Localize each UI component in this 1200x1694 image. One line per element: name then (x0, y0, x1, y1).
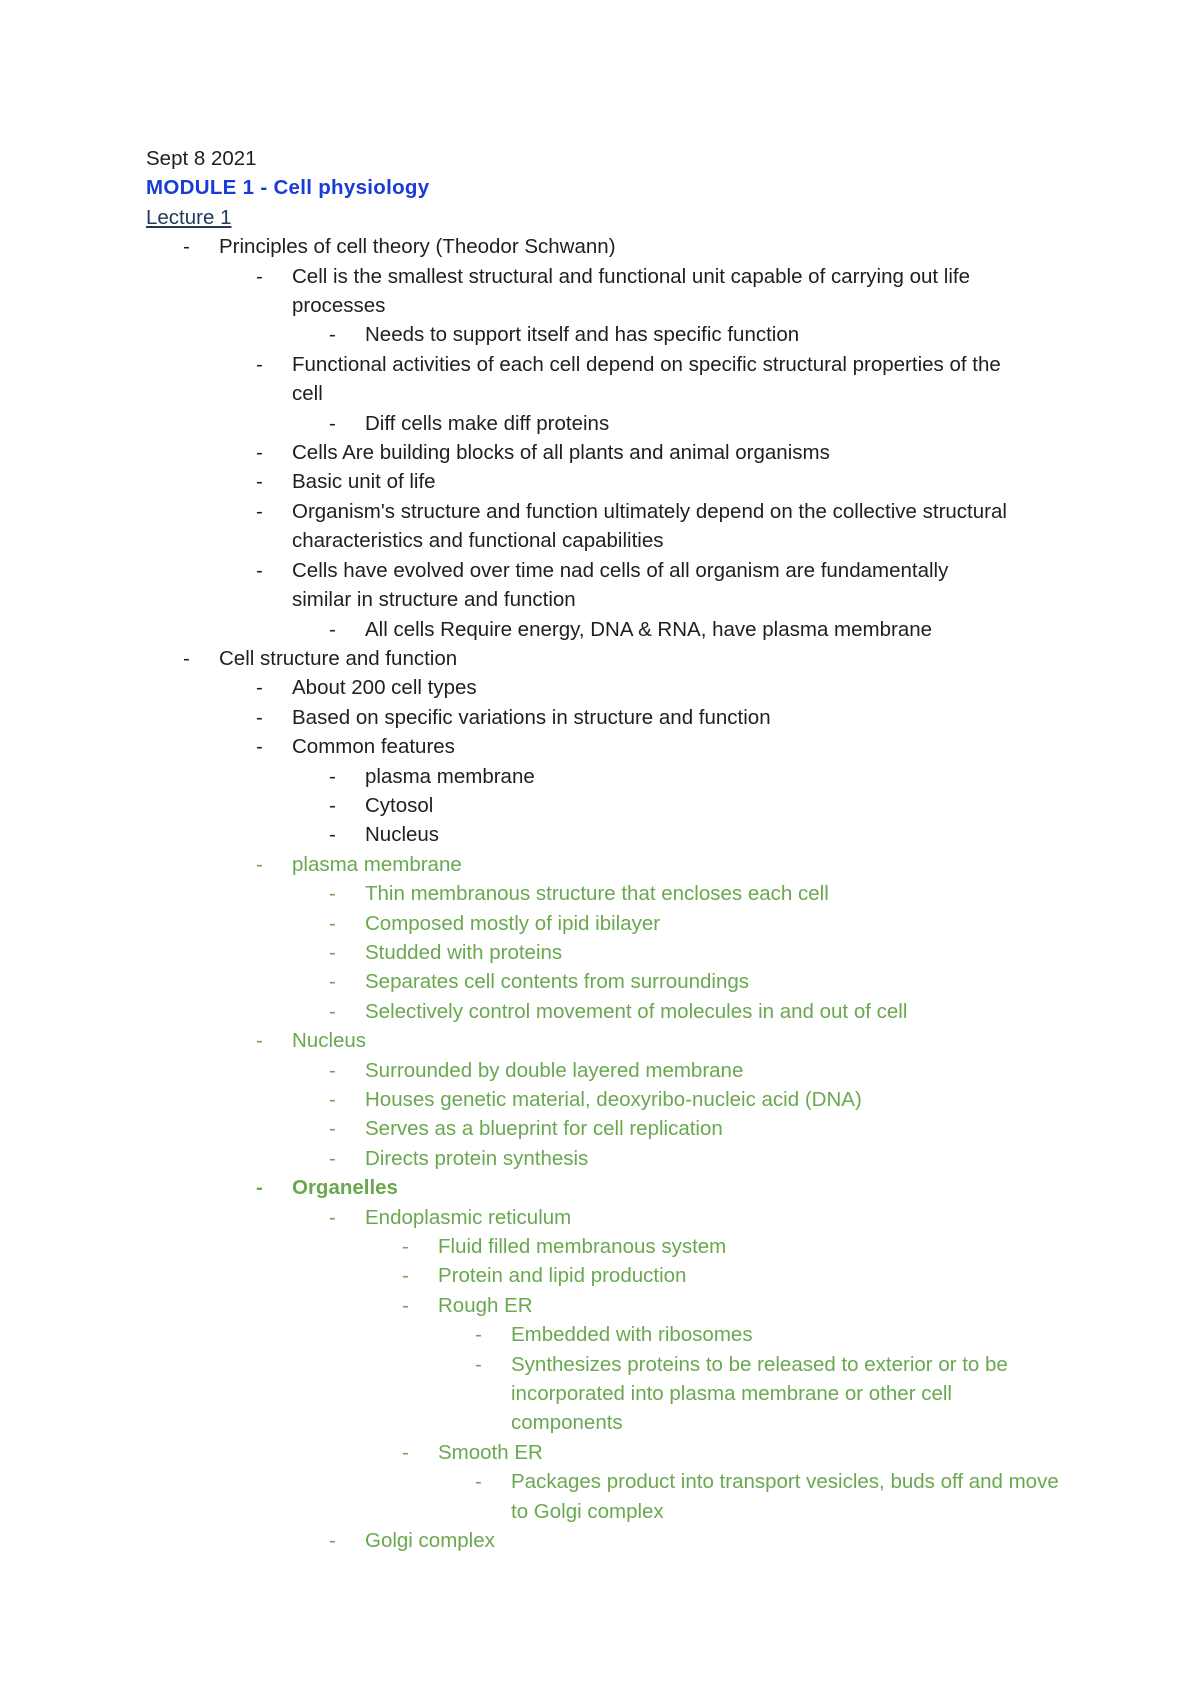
list-item-text: plasma membrane (365, 764, 535, 788)
list-item (146, 909, 1066, 938)
list-item-text: Organelles (292, 1176, 398, 1200)
list-item (146, 673, 1066, 702)
list-item (146, 879, 1066, 908)
note-date: Sept 8 2021 (146, 147, 257, 170)
list-item-text: Cells have evolved over time nad cells of all organism are fundamentally similar in structure and function (292, 558, 949, 612)
list-item-text: Principles of cell theory (Theodor Schwann) (219, 235, 616, 259)
bullet-dash: - (475, 1323, 482, 1347)
bullet-dash: - (329, 1058, 336, 1082)
module-title: MODULE 1 - Cell physiology (146, 176, 430, 200)
list-item-text: Directs protein synthesis (365, 1146, 589, 1170)
list-item-text: Cytosol (365, 793, 434, 817)
bullet-dash: - (329, 617, 336, 641)
list-item-text: Houses genetic material, deoxyribo-nucleic acid (DNA) (365, 1088, 862, 1111)
list-item (146, 820, 1066, 849)
list-item (146, 615, 1066, 644)
bullet-dash: - (256, 735, 263, 759)
list-item-text: Nucleus (292, 1029, 367, 1053)
list-item (146, 791, 1066, 820)
list-item (146, 967, 1066, 996)
list-item (146, 1203, 1066, 1232)
bullet-dash: - (329, 1205, 336, 1229)
bullet-dash: - (402, 1293, 409, 1317)
bullet-dash: - (475, 1470, 482, 1494)
bullet-dash: - (329, 764, 336, 788)
bullet-dash: - (329, 882, 336, 906)
list-item-text: Basic unit of life (292, 470, 436, 494)
list-item (146, 1114, 1066, 1143)
bullet-dash: - (256, 852, 263, 876)
list-item (146, 1085, 1066, 1114)
list-item-text: Packages product into transport vesicles, buds off and move to Golgi complex (511, 1470, 1059, 1523)
list-item-text: Needs to support itself and has specific function (365, 323, 800, 347)
bullet-dash: - (329, 823, 336, 847)
list-item (146, 850, 1066, 879)
list-item-text: Based on specific variations in structure and function (292, 705, 771, 729)
list-item (146, 232, 1066, 261)
list-item-text: Serves as a blueprint for cell replication (365, 1117, 723, 1141)
document-content (146, 144, 1066, 1556)
list-item (146, 467, 1066, 496)
bullet-dash: - (256, 470, 263, 494)
list-item (146, 997, 1066, 1026)
list-item-text: Embedded with ribosomes (511, 1323, 753, 1347)
list-item (146, 1350, 1066, 1438)
bullet-dash: - (256, 705, 263, 729)
bullet-dash: - (329, 411, 336, 435)
list-item (146, 497, 1066, 556)
bullet-dash: - (402, 1440, 409, 1464)
bullet-dash: - (183, 235, 190, 259)
list-item (146, 1232, 1066, 1261)
list-item-text: Separates cell contents from surroundings (365, 970, 750, 994)
bullet-dash: - (329, 1146, 336, 1170)
list-item-text: Endoplasmic reticulum (365, 1205, 572, 1229)
list-item (146, 1026, 1066, 1055)
list-item-text: Protein and lipid production (438, 1264, 687, 1288)
list-item (146, 1467, 1066, 1526)
list-item-text: Rough ER (438, 1293, 533, 1317)
list-item-text: Cell is the smallest structural and functional unit capable of carrying out life processes (292, 264, 970, 318)
list-item (146, 1526, 1066, 1555)
bullet-dash: - (329, 1117, 336, 1141)
list-item-text: About 200 cell types (292, 676, 477, 700)
list-item-text: Fluid filled membranous system (438, 1235, 727, 1259)
list-item (146, 1261, 1066, 1290)
list-item-text: Golgi complex (365, 1529, 495, 1553)
list-item-text: Thin membranous structure that encloses each cell (365, 882, 829, 906)
list-item (146, 1173, 1066, 1202)
bullet-dash: - (256, 499, 263, 523)
bullet-dash: - (256, 352, 263, 376)
list-item-text: All cells Require energy, DNA & RNA, have plasma membrane (365, 617, 933, 641)
list-item (146, 1144, 1066, 1173)
list-item-text: Synthesizes proteins to be released to exterior or to be incorporated into plasma membrane or other cell components (511, 1352, 1008, 1435)
bullet-dash: - (329, 793, 336, 817)
list-item-text: Common features (292, 735, 455, 759)
bullet-dash: - (329, 911, 336, 935)
list-item-text: Smooth ER (438, 1440, 543, 1464)
bullet-dash: - (329, 1529, 336, 1553)
list-item (146, 320, 1066, 349)
list-item (146, 409, 1066, 438)
list-item-text: Surrounded by double layered membrane (365, 1058, 744, 1082)
list-item (146, 556, 1066, 615)
list-item-text: Cells Are building blocks of all plants and animal organisms (292, 441, 830, 465)
list-item (146, 938, 1066, 967)
bullet-dash: - (329, 999, 336, 1023)
bullet-dash: - (183, 646, 190, 670)
bullet-dash: - (256, 558, 263, 582)
list-item (146, 1291, 1066, 1320)
bullet-dash: - (329, 970, 336, 994)
bullet-dash: - (256, 1029, 263, 1053)
notes-list (146, 232, 1066, 1555)
bullet-dash: - (329, 1088, 336, 1111)
bullet-dash: - (475, 1352, 482, 1376)
list-item-text: Composed mostly of ipid ibilayer (365, 911, 661, 935)
list-item (146, 1056, 1066, 1085)
list-item-text: Cell structure and function (219, 646, 458, 670)
list-item-text: Diff cells make diff proteins (365, 411, 610, 435)
list-item (146, 732, 1066, 761)
list-item (146, 1320, 1066, 1349)
list-item-text: Organism's structure and function ultimately depend on the collective structural characteristics and functional capabilities (292, 499, 1007, 553)
list-item (146, 703, 1066, 732)
bullet-dash: - (402, 1264, 409, 1288)
list-item (146, 438, 1066, 467)
list-item (146, 644, 1066, 673)
list-item (146, 262, 1066, 321)
list-item-text: Functional activities of each cell depend on specific structural properties of the cell (292, 352, 1001, 406)
bullet-dash: - (256, 676, 263, 700)
list-item-text: Studded with proteins (365, 940, 563, 964)
list-item-text: plasma membrane (292, 852, 462, 876)
bullet-dash: - (256, 1176, 263, 1200)
bullet-dash: - (256, 264, 263, 288)
list-item-text: Nucleus (365, 823, 440, 847)
bullet-dash: - (402, 1235, 409, 1259)
list-item-text: Selectively control movement of molecules in and out of cell (365, 999, 908, 1023)
bullet-dash: - (256, 441, 263, 465)
lecture-heading: Lecture 1 (146, 205, 232, 229)
list-item (146, 350, 1066, 409)
bullet-dash: - (329, 323, 336, 347)
list-item (146, 762, 1066, 791)
bullet-dash: - (329, 940, 336, 964)
list-item (146, 1438, 1066, 1467)
